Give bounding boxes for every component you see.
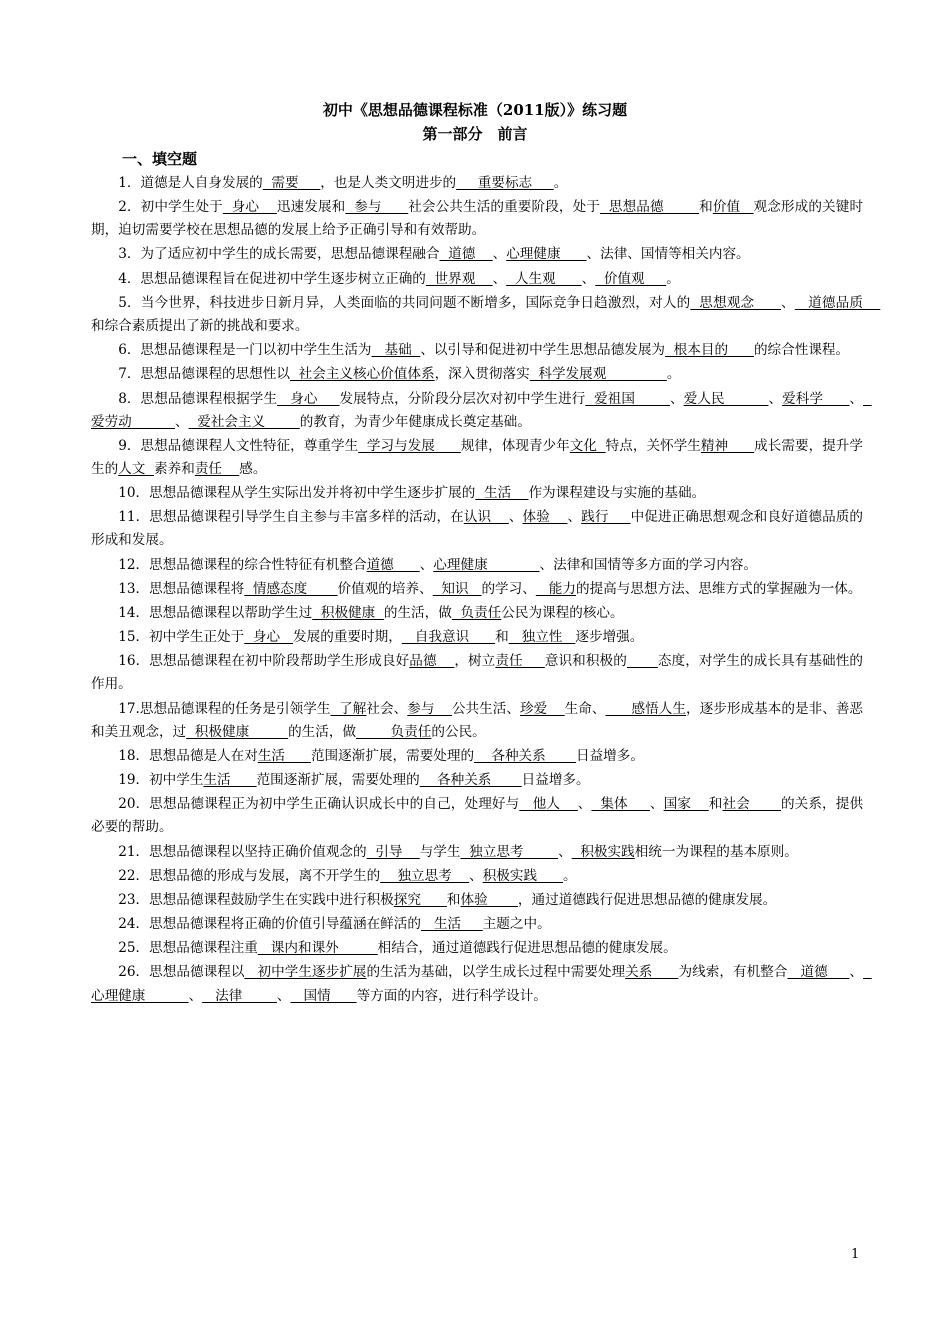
question-text: 3．为了适应初中学生的成长需要，思想品德课程融合 [118, 246, 440, 263]
answer-blank: 基础 [371, 342, 421, 359]
answer-blank: 爱人民 [683, 390, 769, 407]
answer-blank: 珍爱 [520, 700, 565, 717]
question-text: 、 [558, 843, 572, 860]
question-text: 和综合素质提出了新的挑战和要求。 [91, 317, 309, 334]
question-text: 的生活，做 [383, 604, 452, 621]
question-text: 、法律、国情等相关内容。 [586, 246, 750, 263]
answer-blank: 国家 [663, 796, 709, 813]
answer-blank: 学习与发展 [358, 437, 461, 454]
question-text: 21．思想品德课程以坚持正确价值观念的 [118, 843, 367, 860]
question-text: 11．思想品德课程引导学生自主参与丰富多样的活动，在 [118, 509, 464, 526]
question-text: 为线索，有机整合 [678, 964, 788, 981]
answer-blank: 身心 [244, 629, 294, 646]
question-item [91, 793, 863, 839]
question-item [91, 435, 863, 481]
answer-blank: 集体 [591, 796, 650, 813]
question-text: 、 [492, 246, 507, 263]
answer-blank: 体验 [460, 891, 518, 908]
question-text: 、 [492, 270, 507, 287]
answer-blank: 国情 [290, 987, 357, 1004]
answer-blank: 科学发展观 [529, 366, 667, 383]
question-text: 7．思想品德课程的思想性以 [118, 366, 290, 383]
answer-blank: 初中学生逐步扩展 [244, 964, 367, 981]
question-item [91, 339, 863, 362]
question-item [91, 961, 872, 1007]
answer-blank: 认识 [463, 509, 509, 526]
answer-blank: 生活 [420, 916, 483, 933]
question-text: 、 [849, 390, 863, 407]
question-text: 16．思想品德课程在初中阶段帮助学生形成良好 [118, 653, 410, 670]
question-text: 、 [419, 556, 434, 573]
question-text: 社会公共生活的重要阶段，处于 [408, 199, 601, 216]
answer-blank: 爱社会主义 [188, 413, 300, 430]
question-text: 19．初中学生 [118, 772, 204, 789]
question-text: 13．思想品德课程将 [118, 580, 245, 597]
answer-blank: 积极健康 [312, 604, 384, 621]
answer-blank: 社会主义核心价值体系 [289, 366, 435, 383]
question-text: 相统一为课程的基本原则。 [634, 843, 798, 860]
answer-blank: 引导 [366, 843, 420, 860]
question-text: 和 [708, 796, 723, 813]
question-item [91, 602, 863, 625]
section-heading: 一、填空题 [122, 150, 198, 168]
question-text: 1．道德是人自身发展的 [118, 175, 263, 191]
question-text: 、 [781, 294, 795, 311]
question-item [91, 292, 881, 338]
question-text: 的生活为基础，以学生成长过程中需要处理 [366, 964, 626, 981]
question-text: 作为课程建设与实施的基础。 [528, 485, 706, 502]
question-text: 、以引导和促进初中学生思想品德发展为 [420, 342, 666, 359]
answer-blank: 道德 [439, 246, 493, 263]
question-text: 范围逐渐扩展，需要处理的 [256, 772, 420, 789]
question-text: 观念形成的关键时期，迫切需要学校在思想品德的发展上给予正确引导和有效帮助。 [91, 199, 864, 239]
question-text: 15．初中学生正处于 [118, 629, 245, 646]
question-text: 24．思想品德课程将正确的价值引导蕴涵在鲜活的 [118, 916, 421, 933]
answer-blank: 责任 [194, 460, 240, 477]
answer-blank: 价值观 [595, 270, 667, 287]
question-item [91, 482, 863, 505]
answer-blank: 精神 [700, 437, 755, 454]
answer-blank: 独立思考 [460, 843, 559, 860]
question-text: 发展的重要时期， [293, 629, 402, 646]
question-item [91, 172, 863, 195]
question-text: 的生活，做 [288, 723, 357, 740]
answer-blank: 价值 [712, 199, 754, 216]
question-text: ，树立 [454, 653, 496, 670]
question-text: 10．思想品德课程从学生实际出发并将初中学生逐步扩展的 [118, 485, 476, 502]
question-text: 迅速发展和 [276, 199, 346, 216]
answer-blank: 责任 [495, 653, 545, 670]
answer-blank: 关系 [625, 964, 679, 981]
answer-blank: 生活 [257, 747, 311, 764]
question-text: 、 [469, 867, 483, 884]
question-item [91, 769, 863, 792]
question-item [91, 243, 863, 266]
answer-blank: 心理健康 [433, 556, 540, 573]
question-item [91, 745, 863, 768]
answer-blank: 道德 [787, 964, 850, 981]
question-text: 、 [768, 390, 783, 407]
question-text: 、 [577, 796, 592, 813]
question-text: 、 [670, 390, 684, 407]
question-item [91, 196, 863, 242]
question-text: 素养和 [154, 460, 195, 477]
question-text: 社会、 [366, 700, 408, 717]
answer-blank: 各种关系 [474, 747, 576, 764]
answer-blank: 独立性 [508, 629, 576, 646]
question-text: 的学习、 [481, 580, 536, 597]
question-text: 。 [666, 366, 681, 383]
question-text: 22．思想品德的形成与发展，离不开学生的 [118, 867, 381, 884]
question-list [91, 172, 881, 1009]
question-text: 日益增多。 [521, 772, 590, 789]
answer-blank: 法律 [202, 987, 277, 1004]
answer-blank: 生活 [203, 772, 257, 789]
answer-blank: 他人 [519, 796, 578, 813]
question-text: 9．思想品德课程人文性特征，尊重学生 [118, 437, 359, 454]
question-item [91, 841, 863, 864]
question-text: 、 [188, 987, 203, 1004]
question-text: 12．思想品德课程的综合性特征有机整合 [118, 556, 367, 573]
question-text: 、 [649, 796, 664, 813]
question-text: 规律，体现青少年 [460, 437, 570, 454]
question-text: 相结合，通过道德践行促进思想品德的健康发展。 [377, 940, 677, 957]
question-text: 和 [699, 199, 713, 216]
question-text: ，深入贯彻落实 [434, 366, 530, 383]
question-text: 日益增多。 [576, 747, 644, 764]
question-text: 和 [495, 629, 509, 646]
part-heading: 第一部分 前言 [422, 125, 528, 143]
answer-blank: 践行 [581, 509, 631, 526]
answer-blank: 根本目的 [665, 342, 754, 359]
question-text: 20．思想品德课程正为初中学生正确认识成长中的自己，处理好与 [118, 796, 520, 813]
answer-blank: 独立思考 [380, 867, 470, 884]
answer-blank: 身心 [277, 390, 340, 407]
question-text: 23．思想品德课程鼓励学生在实践中进行积极 [118, 891, 394, 908]
answer-blank: 重要标志 [456, 175, 554, 191]
question-item [91, 913, 863, 936]
answer-blank: 需要 [262, 175, 321, 191]
answer-blank: 爱劳动 [91, 390, 872, 430]
answer-blank: 体验 [522, 509, 568, 526]
answer-blank: 爱科学 [782, 390, 850, 407]
answer-blank: 负责任 [356, 723, 432, 740]
question-text: 中促进正确思想观念和良好道德品质的形成和发展。 [91, 509, 864, 549]
answer-blank: 能力 [535, 580, 576, 597]
question-item [91, 865, 863, 888]
question-text: 范围逐渐扩展，需要处理的 [310, 747, 475, 764]
question-text: 、 [508, 509, 523, 526]
answer-blank: 心理健康 [91, 964, 872, 1004]
question-text: 价值观的培养、 [337, 580, 433, 597]
answer-blank: 课内和课外 [257, 940, 378, 957]
question-item [91, 578, 863, 601]
question-text: 、 [849, 964, 864, 981]
question-item [91, 626, 863, 649]
question-text: 、 [175, 413, 189, 430]
answer-blank: 自我意识 [401, 629, 496, 646]
question-item [91, 650, 863, 696]
answer-blank: 生活 [475, 485, 529, 502]
answer-blank: 道德 [366, 556, 420, 573]
answer-blank: 思想观念 [690, 294, 782, 311]
question-text: 14．思想品德课程以帮助学生过 [118, 604, 313, 621]
question-text: 成长需要，提升学生的 [91, 437, 864, 477]
question-item [91, 937, 863, 960]
question-text: 。 [553, 175, 568, 191]
answer-blank [627, 653, 658, 669]
answer-blank: 参与 [407, 700, 452, 717]
question-item [91, 388, 872, 434]
answer-blank: 各种关系 [419, 772, 522, 789]
answer-blank: 心理健康 [506, 246, 587, 263]
question-text: ，逐步形成基本的是非、善恶和美丑观念，过 [91, 700, 864, 740]
question-text: 6．思想品德课程是一门以初中学生生活为 [118, 342, 372, 359]
question-text: 生命、 [564, 700, 606, 717]
answer-blank: 知识 [432, 580, 482, 597]
question-text: 5．当今世界，科技进步日新月异，人类面临的共同问题不断增多，国际竞争日趋激烈，对人的 [118, 294, 691, 311]
question-text: 感。 [239, 460, 267, 477]
question-text: 与学生 [419, 843, 461, 860]
answer-blank: 人文 [118, 460, 155, 477]
question-text: 的教育，为青少年健康成长奠定基础。 [299, 413, 531, 430]
page-number: 1 [851, 1247, 860, 1262]
question-text: 特点，关怀学生 [605, 437, 701, 454]
question-text: 。 [563, 867, 577, 884]
question-text: 8．思想品德课程根据学生 [118, 390, 278, 407]
question-text: 、 [276, 987, 291, 1004]
answer-blank: 人生观 [506, 270, 582, 287]
answer-blank: 爱祖国 [585, 390, 671, 407]
answer-blank: 了解 [330, 700, 367, 717]
question-text: 、 [567, 509, 582, 526]
question-text: 的提高与思想方法、思维方式的掌握融为一体。 [576, 580, 862, 597]
question-text: 意识和积极的 [544, 653, 627, 670]
question-text: 、法律和国情等多方面的学习内容。 [539, 556, 758, 573]
answer-blank: 世界观 [425, 270, 493, 287]
question-text: 公共生活、 [451, 700, 520, 717]
question-item [91, 698, 863, 744]
question-text: 2．初中学生处于 [118, 199, 223, 216]
answer-blank: 文化 [569, 437, 606, 454]
answer-blank: 负责任 [451, 604, 502, 621]
question-text: 的关系，提供必要的帮助。 [91, 796, 864, 836]
question-text: 17.思想品德课程的任务是引领学生 [118, 700, 331, 717]
question-text: ，通过道德践行促进思想品德的健康发展。 [517, 891, 777, 908]
question-text: 和 [446, 891, 461, 908]
question-text: 发展特点，分阶段分层次对初中学生进行 [339, 390, 586, 407]
answer-blank: 身心 [222, 199, 277, 216]
answer-blank: 积极实践 [482, 867, 564, 884]
question-text: 25．思想品德课程注重 [118, 940, 258, 957]
answer-blank: 思想品德 [600, 199, 700, 216]
answer-blank: 参与 [345, 199, 409, 216]
answer-blank: 积极实践 [571, 843, 635, 860]
question-text: 公民为课程的核心。 [501, 604, 624, 621]
question-text: 、 [581, 270, 596, 287]
question-text: 26．思想品德课程以 [118, 964, 245, 981]
answer-blank: 感悟人生 [605, 700, 687, 717]
answer-blank: 探究 [393, 891, 447, 908]
question-item [91, 363, 863, 386]
question-text: 的综合性课程。 [753, 342, 850, 359]
question-item [91, 268, 863, 291]
question-item [91, 889, 863, 912]
question-text: 的公民。 [431, 723, 486, 740]
answer-blank: 社会 [722, 796, 781, 813]
question-text: ，也是人类文明进步的 [320, 175, 457, 191]
question-text: 主题之中。 [482, 916, 551, 933]
question-text: 逐步增强。 [575, 629, 644, 646]
answer-blank: 情感态度 [244, 580, 338, 597]
answer-blank: 道德品质 [794, 294, 881, 311]
document-title: 初中《思想品德课程标准（2011版）》练习题 [322, 101, 628, 119]
question-item [91, 506, 863, 552]
question-text: 等方面的内容，进行科学设计。 [356, 987, 547, 1004]
question-text: 4．思想品德课程旨在促进初中学生逐步树立正确的 [118, 270, 426, 287]
question-text: 态度，对学生的成长具有基础性的作用。 [91, 653, 864, 693]
question-text: 18．思想品德是人在对 [118, 747, 258, 764]
question-item [91, 554, 863, 577]
answer-blank: 品德 [409, 653, 455, 670]
answer-blank: 积极健康 [186, 723, 289, 740]
question-text: 。 [666, 270, 680, 287]
